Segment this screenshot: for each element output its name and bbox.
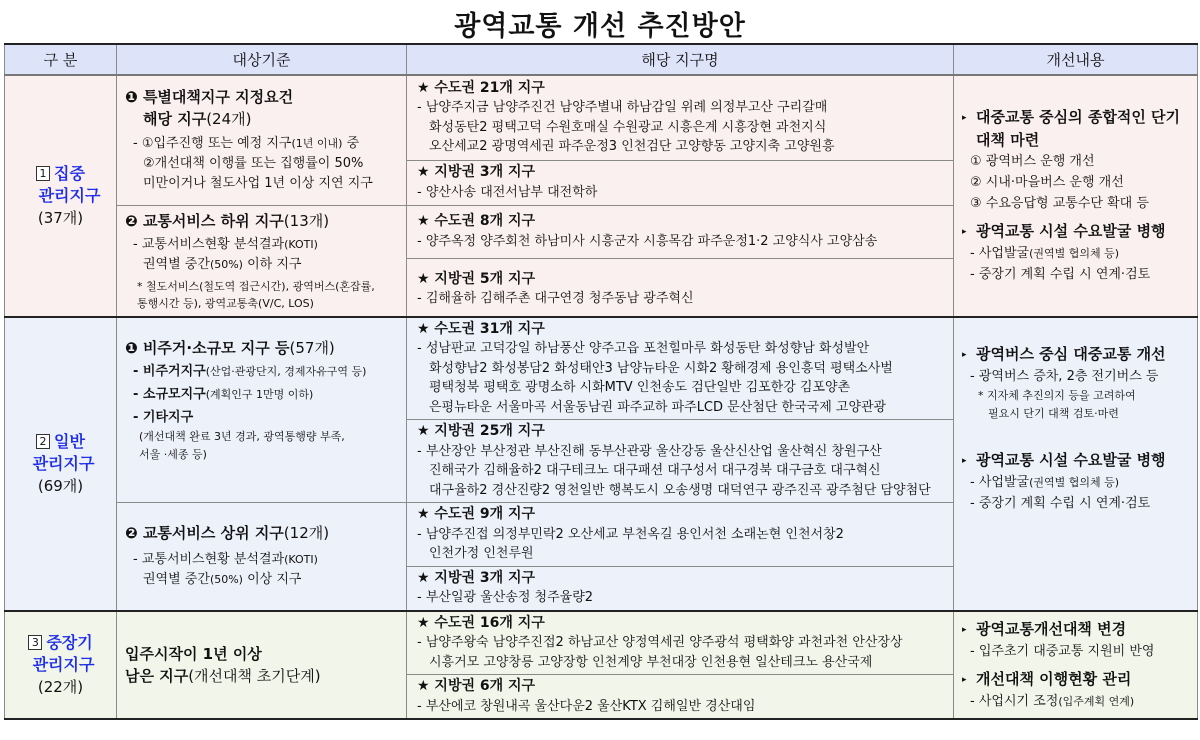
- district-group-header: ★ 지방권 25개 지구: [417, 423, 545, 439]
- page-title: 광역교통 개선 추진방안: [454, 11, 746, 42]
- district-group: ★ 수도권 16개 지구 - 남양주왕숙 남양주진접2 하남교산 양정역세권 양주광석 평택화양 과천과천 안산장상 시흥거모 고양창릉 고양장항 인천계양 부천대장 인천용현 일산테크노 용산국제: [407, 611, 954, 675]
- triangle-bullet-icon: ▸: [962, 674, 967, 685]
- district-group-header: ★ 수도권 31개 지구: [417, 320, 545, 337]
- criteria-special: ❶ 특별대책지구 지정요건 해당 지구(24개) - ①입주진행 또는 예정 지구(1년 이내) 중 ②개선대책 이행률 또는 집행률이 50% 미만이거나 철도사업 1년 이상 지연 지구: [117, 75, 407, 205]
- category-intensive: [5, 75, 117, 317]
- criteria-low-service: ❷ 교통서비스 하위 지구(13개) - 교통서비스현황 분석결과(KOTI) 권역별 중간(50%) 이하 지구 * 철도서비스(철도역 접근시간), 광역버스(혼잡률, 통행시간 등), 광역교통축(V/C, LOS): [117, 205, 407, 317]
- category-count: (69개): [37, 476, 84, 495]
- district-group-header: ★ 수도권 9개 지구: [417, 506, 536, 522]
- criteria-non-residential: ❶ 비주거·소규모 지구 등(57개) - 비주거지구(산업·관광단지, 경제자유구역 등) - 소규모지구(계획인구 1만명 이하) - 기타지구 (개선대책 완료 3년 경과, 광역통행량 부족, 서울 ·세종 등): [117, 317, 407, 503]
- district-group: ★ 지방권 3개 지구 - 부산일광 울산송정 청주율량2: [407, 566, 954, 611]
- table-row: [5, 611, 1198, 675]
- improvements-intensive: ▸ 대중교통 중심의 종합적인 단기대책 마련 ① 광역버스 운행 개선 ② 시내·마을버스 운행 개선 ③ 수요응답형 교통수단 확대 등 ▸ 광역교통 시설 수요발굴 병행 - 사업발굴(권역별 협의체 등) - 중장기 계획 수립 시 연계·검토: [954, 75, 1198, 317]
- district-group: ★ 수도권 9개 지구 - 남양주진접 의정부민락2 오산세교 부천옥길 용인서천 소래논현 인천서창2 인천가정 인천루원: [407, 503, 954, 567]
- improvements-long-term: ▸ 광역교통개선대책 변경 - 입주초기 대중교통 지원비 반영 ▸ 개선대책 이행현황 관리 - 사업시기 조정(입주계획 연계): [954, 611, 1198, 720]
- number-marker-icon: ❶: [125, 339, 138, 358]
- district-group-header: ★ 지방권 5개 지구: [417, 270, 536, 287]
- category-name: 관리지구: [32, 453, 95, 473]
- header-improvements: 개선내용: [954, 44, 1198, 75]
- table-row: [5, 317, 1198, 420]
- section-number-box: 1: [36, 166, 50, 181]
- district-group-header: ★ 지방권 3개 지구: [417, 569, 536, 586]
- category-long-term: [5, 611, 117, 720]
- section-number-box: 2: [36, 434, 50, 449]
- district-group-header: ★ 지방권 6개 지구: [417, 678, 536, 694]
- header-criteria: 대상기준: [117, 44, 407, 75]
- category-name: 관리지구: [32, 654, 95, 674]
- section-number-box: 3: [28, 635, 42, 650]
- criteria-high-service: ❷ 교통서비스 상위 지구(12개) - 교통서비스현황 분석결과(KOTI) 권역별 중간(50%) 이상 지구: [117, 503, 407, 611]
- improvements-general: ▸ 광역버스 중심 대중교통 개선 - 광역버스 증차, 2층 전기버스 등 * 지자체 추진의지 등을 고려하여 필요시 단기 대책 검토·마련 ▸ 광역교통 시설 수요발굴 병행 - 사업발굴(권역별 협의체 등) - 중장기 계획 수립 시 연계·검토: [954, 317, 1198, 611]
- number-marker-icon: ❷: [125, 211, 138, 230]
- triangle-bullet-icon: ▸: [962, 456, 967, 466]
- district-group: ★ 수도권 8개 지구 - 양주옥정 양주회천 하남미사 시흥군자 시흥목감 파주운정1·2 고양식사 고양삼송: [407, 205, 954, 258]
- category-name: 집중: [54, 163, 85, 183]
- table-row: [5, 75, 1198, 160]
- district-group-header: ★ 수도권 16개 지구: [417, 614, 545, 631]
- district-group: ★ 지방권 6개 지구 - 부산에코 창원내곡 울산다운2 울산KTX 김해일반 경산대임: [407, 675, 954, 720]
- table-header-row: [5, 44, 1198, 75]
- district-group: ★ 수도권 21개 지구 - 남양주지금 남양주진건 남양주별내 하남감일 위례 의정부고산 구리갈매 화성동탄2 평택고덕 수원호매실 수원광교 시흥은계 시흥장현 과천지식 오산세교2 광명역세권 파주운정3 인천검단 고양향동 고양지축 고양원흥: [407, 75, 954, 160]
- district-group-header: ★ 지방권 3개 지구: [417, 164, 536, 181]
- number-marker-icon: ❷: [125, 524, 138, 543]
- category-count: (22개): [37, 677, 84, 696]
- number-marker-icon: ❶: [125, 88, 138, 107]
- category-name: 일반: [54, 431, 85, 451]
- category-name: 관리지구: [38, 185, 101, 205]
- triangle-bullet-icon: ▸: [962, 350, 967, 360]
- district-group: ★ 지방권 25개 지구 - 부산장안 부산정관 부산진해 동부산관광 울산강동 울산신산업 울산혁신 창원구산 진해국가 김해율하2 대구테크노 대구패션 대구성서 대구경북 대구금호 대구혁신 대구율하2 경산진량2 영천일반 행복도시 오송생명 대덕연구 광주진곡 광주첨단 담양첨단: [407, 420, 954, 503]
- district-group: ★ 지방권 3개 지구 - 양산사송 대전서남부 대전학하: [407, 160, 954, 205]
- category-general: [5, 317, 117, 611]
- triangle-bullet-icon: ▸: [962, 227, 967, 238]
- district-group: ★ 수도권 31개 지구 - 성남판교 고덕강일 하남풍산 양주고읍 포천힐마루 화성동탄 화성향남 화성발안 화성향남2 화성봉담2 화성태안3 남양뉴타운 시화2 황해경제 용인흥덕 평택소사벌 평택청북 평택호 광명소하 시화MTV 인천송도 검단일반 김포한강 김포양촌 은평뉴타운 서울마곡 서울동남권 파주교하 파주LCD 문산첨단 한국국제 고양관광: [407, 317, 954, 420]
- triangle-bullet-icon: ▸: [962, 624, 967, 635]
- header-districts: 해당 지구명: [407, 44, 954, 75]
- category-count: (37개): [37, 208, 84, 227]
- district-group-header: ★ 수도권 8개 지구: [417, 213, 536, 230]
- triangle-bullet-icon: ▸: [962, 113, 967, 124]
- district-group-header: ★ 수도권 21개 지구: [417, 79, 545, 96]
- criteria-long-term: 입주시작이 1년 이상 남은 지구(개선대책 초기단계): [117, 611, 407, 720]
- district-group: ★ 지방권 5개 지구 - 김해율하 김해주촌 대구연경 청주동남 광주혁신: [407, 258, 954, 316]
- category-name: 중장기: [46, 632, 93, 652]
- promotion-plan-table: [4, 43, 1198, 720]
- header-category: 구 분: [5, 44, 117, 75]
